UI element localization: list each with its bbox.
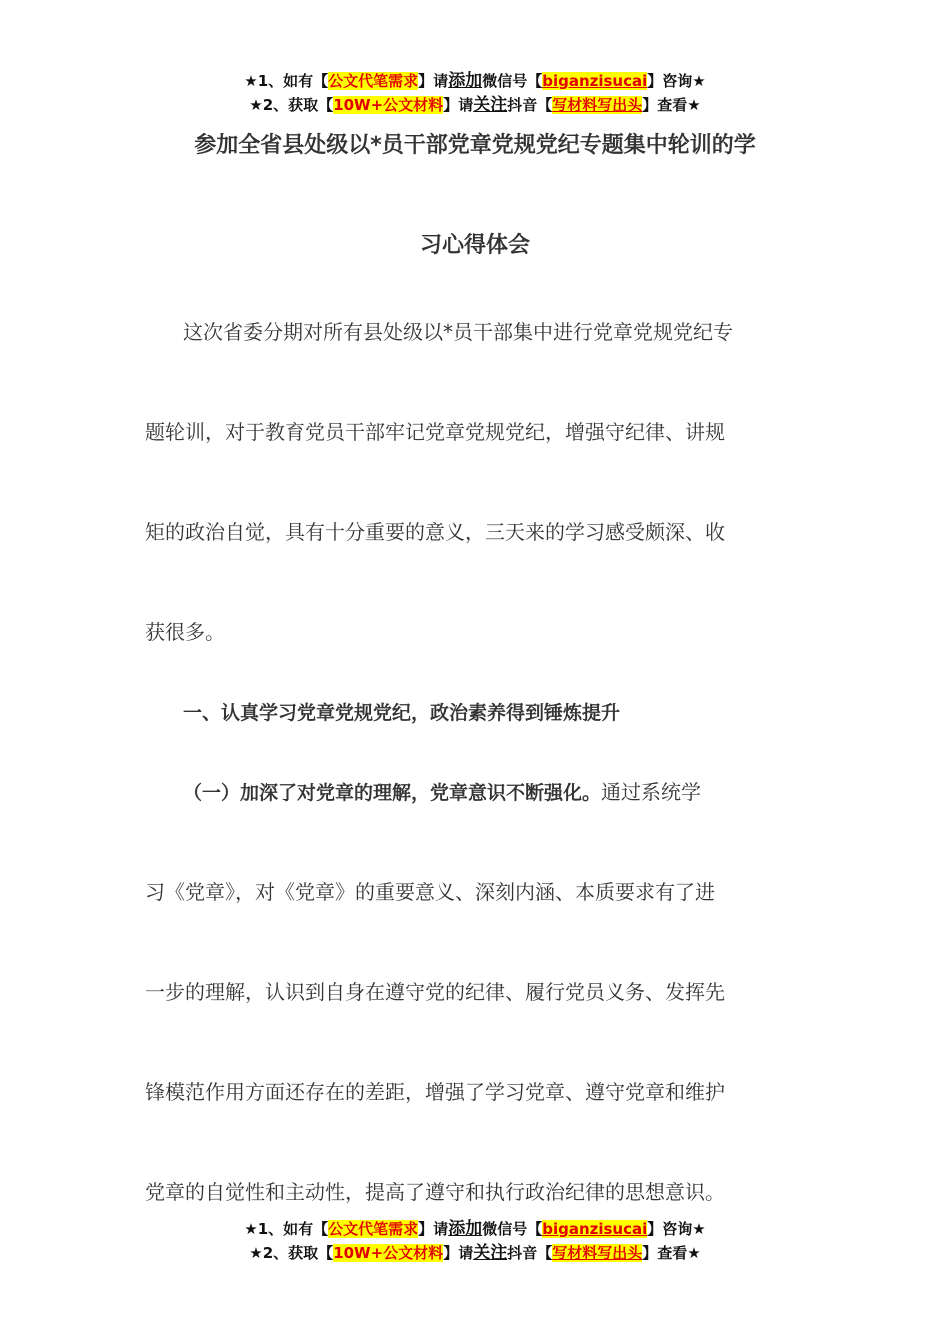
banner-text: ★1、如有【	[244, 72, 329, 90]
subsection-first-line	[183, 776, 701, 805]
banner-text: 抖音【	[507, 96, 553, 114]
banner-text: 】咨询★	[647, 1220, 706, 1238]
emphasis-add: 添加	[448, 71, 483, 91]
banner-line-1	[0, 69, 950, 93]
subsection-line: 一步的理解，认识到自身在遵守党的纪律、履行党员义务、发挥先	[145, 980, 725, 1004]
banner-text: 抖音【	[507, 1244, 553, 1262]
subsection-line: 党章的自觉性和主动性，提高了遵守和执行政治纪律的思想意识。	[145, 1180, 725, 1204]
intro-line: 题轮训，对于教育党员干部牢记党章党规党纪，增强守纪律、讲规	[145, 420, 725, 444]
banner-text: ★2、获取【	[249, 96, 334, 114]
highlight-materials: 10W+公文材料	[333, 1244, 444, 1262]
banner-text: 】查看★	[642, 96, 701, 114]
banner-text: 】请	[443, 1244, 474, 1262]
highlight-materials: 10W+公文材料	[333, 96, 444, 114]
banner-text: ★1、如有【	[244, 1220, 329, 1238]
subsection-line: 习《党章》，对《党章》的重要意义、深刻内涵、本质要求有了进	[145, 880, 715, 904]
subsection-text: 通过系统学	[601, 780, 702, 804]
subsection-line: 锋模范作用方面还存在的差距，增强了学习党章、遵守党章和维护	[145, 1080, 725, 1104]
bottom-banner	[0, 1217, 950, 1265]
banner-text: ★2、获取【	[249, 1244, 334, 1262]
emphasis-add: 添加	[448, 1219, 483, 1239]
wechat-id: biganzisucai	[542, 1220, 648, 1238]
document-title-line-2: 习心得体会	[419, 233, 530, 258]
wechat-id: biganzisucai	[542, 72, 648, 90]
banner-text: 】请	[418, 72, 449, 90]
emphasis-follow: 关注	[473, 95, 508, 115]
banner-text: 】请	[443, 96, 474, 114]
subsection-heading: （一）加深了对党章的理解，党章意识不断强化。	[183, 782, 602, 804]
banner-line-2	[0, 1241, 950, 1265]
banner-line-1	[0, 1217, 950, 1241]
emphasis-follow: 关注	[473, 1243, 508, 1263]
intro-line: 获很多。	[145, 620, 225, 644]
banner-line-2	[0, 93, 950, 117]
douyin-account: 写材料写出头	[552, 96, 643, 114]
banner-text: 】咨询★	[647, 72, 706, 90]
highlight-writing-service: 公文代笔需求	[328, 72, 419, 90]
intro-line: 矩的政治自觉，具有十分重要的意义，三天来的学习感受颇深、收	[145, 520, 725, 544]
highlight-writing-service: 公文代笔需求	[328, 1220, 419, 1238]
banner-text: 】查看★	[642, 1244, 701, 1262]
document-title-line-1: 参加全省县处级以*员干部党章党规党纪专题集中轮训的学	[194, 133, 756, 158]
banner-text: 微信号【	[482, 1220, 543, 1238]
top-banner	[0, 69, 950, 117]
intro-line: 这次省委分期对所有县处级以*员干部集中进行党章党规党纪专	[183, 320, 733, 344]
banner-text: 微信号【	[482, 72, 543, 90]
banner-text: 】请	[418, 1220, 449, 1238]
section-heading-1: 一、认真学习党章党规党纪，政治素养得到锤炼提升	[183, 702, 621, 724]
douyin-account: 写材料写出头	[552, 1244, 643, 1262]
